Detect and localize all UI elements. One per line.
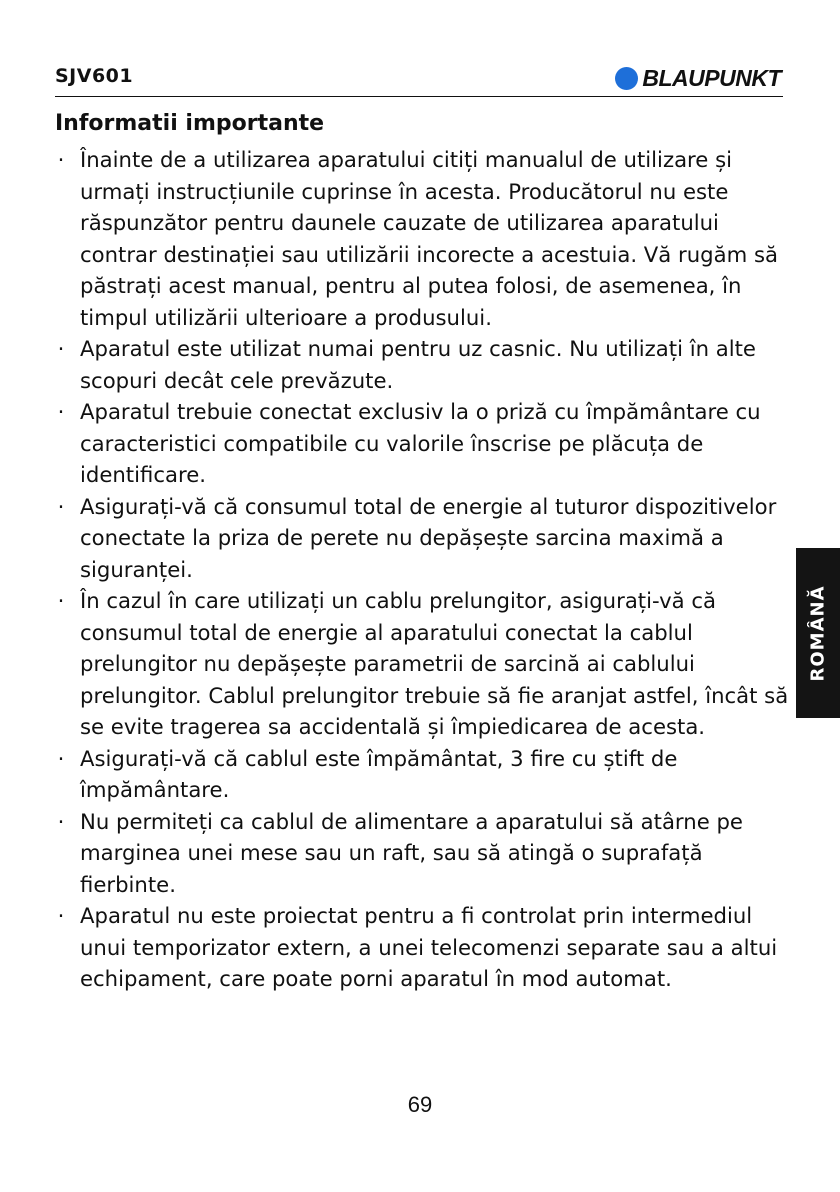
bullet-icon: · [57,336,65,361]
model-number: SJV601 [55,65,134,87]
list-item [55,491,790,586]
list-item [55,396,790,491]
list-item-text: Aparatul trebuie conectat exclusiv la o priză cu împământare cu caracteristici compatibile cu valorile înscrise pe plăcuța de identificare. [80,399,761,487]
list-item [55,806,790,901]
list-item [55,333,790,396]
bullet-icon: · [57,399,65,424]
bullet-list [55,144,790,995]
page-number: 69 [407,1092,433,1117]
bullet-icon: · [57,808,65,834]
bullet-icon: · [57,903,65,928]
language-tab [796,548,840,718]
brand-name: BLAUPUNKT [642,65,781,91]
language-tab-label: ROMÂNĂ [807,585,829,681]
bullet-icon: · [57,588,65,613]
page-header [55,62,783,97]
list-item-text: Asigurați-vă că consumul total de energie al tuturor dispozitivelor conectate la priza de perete nu depășește sarcina maximă a siguranței. [80,493,777,582]
list-item [55,144,790,333]
list-item [55,900,790,995]
list-item-text: În cazul în care utilizați un cablu prelungitor, asigurați-vă că consumul total de energie al aparatului conectat la cablul prelungitor nu depășește parametrii de sarcină ai cablului prelungitor. Cablul prelungitor trebuie să fie aranjat astfel, încât să se evite tragerea sa accidentală și împiedicarea de acesta. [80,588,789,739]
list-item [55,743,790,806]
list-item-text: Aparatul nu este proiectat pentru a fi controlat prin intermediul unui temporizator extern, a unei telecomenzi separate sau a altui echipament, care poate porni aparatul în mod automat. [80,903,778,991]
list-item-text: Asigurați-vă că cablul este împământat, 3 fire cu știft de împământare. [80,745,678,802]
list-item [55,585,790,743]
list-item-text: Nu permiteți ca cablul de alimentare a aparatului să atârne pe marginea unei mese sau un raft, sau să atingă o suprafață fierbinte. [80,808,743,897]
bullet-icon: · [57,147,65,172]
bullet-icon: · [57,745,65,771]
section-title: Informatii importante [55,111,325,136]
brand-logo [615,65,781,92]
brand-dot-icon [615,67,638,90]
bullet-icon: · [57,493,65,519]
list-item-text: Aparatul este utilizat numai pentru uz casnic. Nu utilizați în alte scopuri decât cele prevăzute. [80,336,756,393]
list-item-text: Înainte de a utilizarea aparatului citiți manualul de utilizare și urmați instrucțiunile cuprinse în acesta. Producătorul nu este răspunzător pentru daunele cauzate de utilizarea aparatului contrar destinației sau utilizării incorecte a acestuia. Vă rugăm să păstrați acest manual, pentru al putea folosi, de asemenea, în timpul utilizării ulterioare a produsului. [80,147,778,330]
